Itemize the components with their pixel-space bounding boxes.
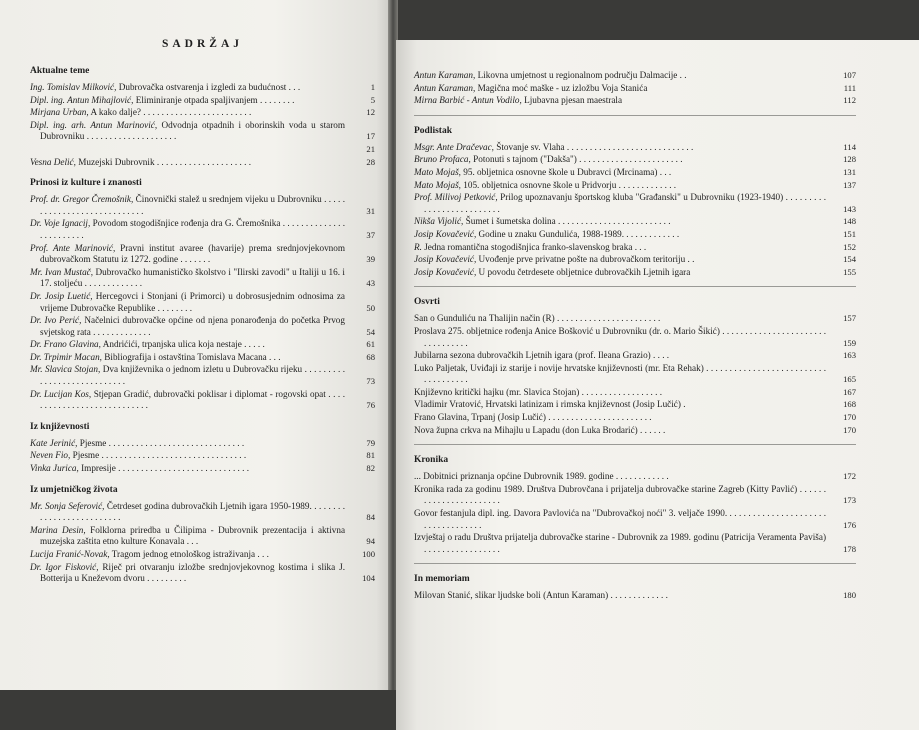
- entry-author: Kate Jerinić,: [30, 437, 78, 448]
- entry-page-number: 21: [366, 143, 375, 154]
- toc-section: [30, 66, 375, 168]
- entry-author: Josip Kovačević,: [414, 266, 477, 277]
- entry-title: Prilog upoznavanju športskog kluba "Građanski" u Dubrovniku (1923-1940) . . . . . . . . . . . . . . . . . . . . . . . . . .: [424, 192, 827, 214]
- entry-page-number: 154: [843, 254, 856, 265]
- toc-section: [414, 444, 856, 555]
- entry-author: Josip Kovačević,: [414, 254, 477, 265]
- entry-text: [414, 471, 826, 483]
- entry-page-number: 54: [366, 326, 375, 337]
- entry-text: [414, 484, 826, 507]
- toc-entry: [414, 142, 856, 154]
- entry-title: 105. obljetnica osnovne škole u Pridvorju . . . . . . . . . . . . .: [463, 179, 677, 190]
- toc-entry: [30, 157, 375, 169]
- entry-text: [414, 350, 826, 362]
- left-sections: [30, 66, 375, 585]
- toc-entry: [414, 216, 856, 228]
- entry-title: Proslava 275. obljetnice rođenja Anice Bošković u Dubrovniku (dr. o. Mario Šikić) . . . . . . . . . . . . . . . . . . . . . . . . . . . . . . . . .: [414, 325, 826, 348]
- entry-text: [414, 412, 826, 424]
- entry-title: Govor festanjula dipl. ing. Davora Pavlovića na "Dubrovačkoj noći" 3. veljače 1990. . . . . . . . . . . . . . . . . . . . . . . . . . . . . . . . . . .: [414, 508, 826, 530]
- entry-text: [30, 194, 345, 217]
- toc-entry: [30, 339, 375, 351]
- section-heading: Podlistak: [414, 125, 453, 136]
- toc-entry: [414, 313, 856, 325]
- toc-entry: [30, 562, 375, 585]
- toc-section: [414, 70, 856, 107]
- entry-text: [30, 107, 345, 119]
- entry-text: [30, 243, 345, 266]
- entry-title: Odvodnja otpadnih i oborinskih voda u starom Dubrovniku . . . . . . . . . . . . . . . . . . . .: [40, 119, 345, 142]
- entry-author: Mr. Sonja Seferović,: [30, 500, 105, 511]
- toc-entry: [30, 501, 375, 524]
- entry-page-number: 178: [843, 543, 856, 554]
- toc-section: [414, 115, 856, 279]
- entry-page-number: 155: [843, 266, 856, 277]
- toc-entry: [414, 229, 856, 241]
- toc-entry: [414, 167, 856, 179]
- entry-author: Dr. Frano Glavina,: [30, 339, 101, 350]
- entry-page-number: 128: [843, 154, 856, 165]
- entry-text: [30, 501, 345, 524]
- entry-text: [414, 242, 826, 254]
- entry-text: [30, 95, 345, 107]
- entry-author: Neven Fio,: [30, 450, 71, 461]
- entry-author: Dr. Igor Fisković,: [30, 561, 99, 572]
- entry-text: [30, 525, 345, 548]
- entry-page-number: 94: [366, 536, 375, 547]
- entry-author: Antun Karaman,: [414, 82, 476, 93]
- entry-page-number: 165: [843, 374, 856, 385]
- entry-text: [30, 120, 345, 143]
- toc-entry: [30, 120, 375, 143]
- toc-entry: [414, 267, 856, 279]
- entry-page-number: 148: [843, 216, 856, 227]
- toc-entry: [414, 350, 856, 362]
- entry-page-number: 151: [843, 228, 856, 239]
- entry-title: Dva književnika o jednom izletu u Dubrovačku rijeku . . . . . . . . . . . . . . . . . . . . . . . . . . . .: [40, 364, 346, 387]
- entry-page-number: 167: [843, 386, 856, 397]
- entry-author: Dr. Ivo Perić,: [30, 315, 82, 326]
- entry-text: [414, 313, 826, 325]
- entry-author: R.: [414, 241, 422, 252]
- section-rule: [414, 286, 856, 287]
- entry-page-number: 1: [370, 82, 375, 92]
- section-heading: Iz književnosti: [30, 421, 90, 432]
- entry-text: [414, 254, 826, 266]
- entry-text: [414, 326, 826, 349]
- entry-text: [30, 82, 345, 94]
- entry-text: [30, 562, 345, 585]
- entry-title: Luko Paljetak, Uviđaji iz starije i novije hrvatske književnosti (mr. Eta Rehak) . . . . . . . . . . . . . . . . . . . . . . . . . . . . . . . . . . . .: [414, 362, 826, 385]
- entry-title: Milovan Stanić, slikar ljudske boli (Antun Karaman) . . . . . . . . . . . . .: [414, 590, 668, 601]
- entry-title: Impresije . . . . . . . . . . . . . . . . . . . . . . . . . . . . .: [81, 463, 250, 474]
- entry-author: Prof. Ante Marinović,: [30, 242, 116, 253]
- entry-title: Muzejski Dubrovnik . . . . . . . . . . . . . . . . . . . . .: [78, 156, 252, 167]
- entry-title: Književno kritički hajku (mr. Slavica Stojan) . . . . . . . . . . . . . . . . . .: [414, 386, 663, 397]
- entry-text: [30, 339, 345, 351]
- entry-author: Prof. dr. Gregor Čremošnik,: [30, 194, 134, 205]
- toc-entry: [30, 291, 375, 314]
- toc-entry: [30, 315, 375, 338]
- entry-page-number: 152: [843, 241, 856, 252]
- toc-section: [30, 422, 375, 475]
- entry-title: Uvođenje prve privatne pošte na dubrovačkom teritoriju . .: [478, 254, 695, 265]
- entry-page-number: 173: [843, 495, 856, 506]
- toc-entry: [414, 532, 856, 555]
- entry-text: [414, 590, 826, 602]
- entry-text: [30, 291, 345, 314]
- toc-entry: [414, 412, 856, 424]
- entry-page-number: 17: [366, 131, 375, 142]
- entry-text: [30, 450, 345, 462]
- toc-entry: [414, 154, 856, 166]
- entry-title: Folklorna priredba u Čilipima - Dubrovnik prezentacija i aktivna muzejska zaštita etno kulture Konavala . . .: [40, 524, 346, 547]
- entry-title: Šumet i šumetska dolina . . . . . . . . . . . . . . . . . . . . . . . . .: [465, 216, 671, 227]
- entry-title: Hercegovci i Stonjani (i Primorci) u dobrosusjednim odnosima za vrijeme Dubrovačke Republike . . . . . . . .: [40, 290, 346, 313]
- entry-page-number: 81: [366, 450, 375, 461]
- entry-page-number: 28: [366, 156, 375, 167]
- entry-author: Josip Kovačević,: [414, 228, 477, 239]
- entry-page-number: 111: [843, 82, 856, 93]
- toc-entry: [414, 508, 856, 531]
- right-column: [414, 70, 856, 603]
- entry-text: [30, 438, 345, 450]
- entry-author: Dipl. ing. Antun Mihajlović,: [30, 94, 134, 105]
- entry-author: Dipl. ing. arh. Antun Marinović,: [30, 119, 158, 130]
- entry-title: Dubrovačka ostvarenja i izgledi za budućnost . . .: [118, 82, 301, 92]
- entry-page-number: 68: [366, 351, 375, 362]
- entry-text: [414, 83, 826, 95]
- toc-entry: [414, 387, 856, 399]
- toc-entry: [30, 95, 375, 107]
- entry-page-number: 170: [843, 412, 856, 423]
- toc-section: [414, 286, 856, 436]
- entry-text: [30, 463, 345, 475]
- entry-title: San o Gunduliću na Thalijin način (R) . . . . . . . . . . . . . . . . . . . . . . .: [414, 313, 661, 324]
- entry-page-number: 12: [366, 107, 375, 118]
- toc-entry: [414, 95, 856, 107]
- toc-entry: [414, 180, 856, 192]
- entry-text: [414, 192, 826, 215]
- entry-title: Jedna romantična stogodišnjica franko-slavenskog braka . . .: [424, 241, 647, 252]
- left-page: [0, 0, 392, 690]
- toc-entry: [30, 352, 375, 364]
- entry-page-number: 82: [366, 463, 375, 474]
- entry-title: Izvještaj o radu Društva prijatelja dubrovačke starine - Dubrovnik za 1989. godinu (Patricija Veramenta Paviša) . . . . . . . . . . . . . . . . .: [414, 532, 826, 554]
- entry-text: [30, 389, 345, 412]
- entry-title: Kronika rada za godinu 1989. Društva Dubrovčana i prijatelja dubrovačke starine Zagreb (Kitty Pavlić) . . . . . . . . . . . . . . . . . . . . . . .: [414, 483, 826, 506]
- entry-title: U povodu četrdesete obljetnice dubrovačkih Ljetnih igara: [478, 266, 691, 277]
- left-column: [30, 28, 375, 586]
- toc-entry: [414, 242, 856, 254]
- entry-text: [414, 425, 826, 437]
- entry-page-number: 61: [366, 339, 375, 350]
- entry-author: Antun Karaman,: [414, 70, 476, 80]
- entry-page-number: 137: [843, 179, 856, 190]
- toc-entry: [30, 525, 375, 548]
- entry-title: Pjesme . . . . . . . . . . . . . . . . . . . . . . . . . . . . . . . .: [72, 450, 247, 461]
- entry-text: [30, 364, 345, 387]
- toc-entry: [414, 399, 856, 411]
- section-rule: [414, 563, 856, 564]
- entry-text: [414, 142, 826, 154]
- entry-text: [414, 70, 826, 82]
- entry-author: Dr. Voje Ignacij,: [30, 218, 91, 229]
- entry-title: Načelnici dubrovačke općine od njena ponarođenja do početka Prvog svjetskog rata . . . . . . . . . . . . .: [40, 315, 345, 337]
- entry-text: [30, 157, 345, 169]
- entry-page-number: 168: [843, 399, 856, 410]
- toc-entry: [414, 83, 856, 95]
- entry-page-number: 114: [843, 141, 856, 152]
- entry-text: [414, 229, 826, 241]
- entry-text: [414, 95, 826, 107]
- section-heading: Iz umjetničkog života: [30, 484, 118, 495]
- entry-title: Dubrovačko humanističko školstvo i "Ilirski zavodi" u Italiji u 16. i 17. stoljeću . . . . . . . . . . . . .: [40, 266, 345, 289]
- section-heading: Kronika: [414, 455, 449, 466]
- entry-text: [30, 549, 345, 561]
- entry-title: Bibliografija i ostavština Tomislava Macana . . .: [104, 351, 281, 362]
- entry-title: Likovna umjetnost u regionalnom području Dalmacije . .: [477, 70, 687, 80]
- toc-section: [30, 178, 375, 412]
- toc-entry: [30, 194, 375, 217]
- entry-page-number: 180: [843, 590, 856, 601]
- toc-entry: [414, 484, 856, 507]
- entry-page-number: 176: [843, 519, 856, 530]
- toc-entry: [414, 590, 856, 602]
- toc-entry: [30, 218, 375, 241]
- entry-title: Štovanje sv. Vlaha . . . . . . . . . . . . . . . . . . . . . . . . . . . .: [496, 141, 694, 152]
- right-page: [396, 40, 919, 730]
- entry-text: [414, 508, 826, 531]
- entry-page-number: 31: [366, 205, 375, 216]
- entry-author: Prof. Milivoj Petković,: [414, 192, 498, 203]
- entry-title: Stjepan Gradić, dubrovački poklisar i diplomat - rogovski opat . . . . . . . . . . . . . . . . . . . . . . . . . . . .: [40, 388, 346, 411]
- entry-page-number: 159: [843, 337, 856, 348]
- entry-page-number: 50: [366, 302, 375, 313]
- entry-title: Tragom jednog etnološkog istraživanja . . .: [111, 549, 269, 559]
- entry-author: Mato Mojaš,: [414, 166, 461, 177]
- entry-author: Vinka Jurica,: [30, 463, 79, 474]
- entry-text: [30, 315, 345, 338]
- toc-entry: [30, 107, 375, 119]
- entry-text: [30, 267, 345, 290]
- entry-title: Godine u znaku Gundulića, 1988-1989. . . . . . . . . . . . .: [478, 228, 680, 239]
- toc-entry: [30, 364, 375, 387]
- entry-title: Potonuti s tajnom ("Dakša") . . . . . . . . . . . . . . . . . . . . . . .: [473, 154, 683, 165]
- entry-author: Bruno Profaca,: [414, 154, 471, 165]
- entry-author: Mirjana Urban,: [30, 107, 89, 118]
- toc-entry: [30, 438, 375, 450]
- entry-author: Mirna Barbić - Antun Vodilo,: [414, 95, 522, 106]
- entry-text: [414, 267, 826, 279]
- entry-title: Frano Glavina, Trpanj (Josip Lučić) . . . . . . . . . . . . . . . . . . . . . . .: [414, 412, 652, 423]
- entry-title: 95. obljetnica osnovne škole u Dubravci (Mrcinama) . . .: [463, 166, 672, 177]
- entry-author: Dr. Trpimir Macan,: [30, 351, 102, 362]
- entry-page-number: 157: [843, 313, 856, 324]
- toc-entry: [414, 326, 856, 349]
- entry-page-number: 43: [366, 278, 375, 289]
- toc-title: SADRŽAJ: [161, 38, 244, 50]
- toc-entry: [30, 450, 375, 462]
- section-rule: [414, 444, 856, 445]
- entry-text: [414, 180, 826, 192]
- entry-page-number: 37: [366, 229, 375, 240]
- entry-author: Nikša Vijolić,: [414, 216, 464, 227]
- entry-title: Ljubavna pjesan maestrala: [524, 95, 623, 106]
- entry-page-number: 104: [362, 573, 375, 584]
- toc-entry: [414, 363, 856, 386]
- toc-entry: [414, 192, 856, 215]
- entry-text: [414, 167, 826, 179]
- entry-page-number: 100: [362, 549, 375, 559]
- entry-text: [414, 532, 826, 555]
- entry-title: Eliminiranje otpada spaljivanjem . . . . . . . .: [135, 94, 295, 105]
- entry-title: Pravni institut avaree (havarije) prema srednjovjekovnom dubrovačkom Statutu iz 1272. godine . . . . . . .: [40, 242, 346, 265]
- entry-page-number: 73: [366, 376, 375, 387]
- entry-title: Riječ pri otvaranju izložbe srednjovjekovnog kostima i slika J. Botterija u Kneževom dvoru . . . . . . . . .: [40, 561, 345, 584]
- entry-page-number: 163: [843, 350, 856, 361]
- entry-title: Povodom stogodišnjice rođenja dra G. Čremošnika . . . . . . . . . . . . . . . . . . . . . . . .: [40, 218, 346, 240]
- entry-page-number: 172: [843, 471, 856, 482]
- toc-entry: [414, 425, 856, 437]
- entry-author: Ing. Tomislav Milković,: [30, 82, 117, 92]
- toc-entry: [414, 70, 856, 82]
- section-heading: Aktualne teme: [30, 66, 90, 76]
- entry-title: Andrićići, trpanjska ulica koja nestaje . . . . .: [102, 339, 265, 350]
- entry-text: [414, 363, 826, 386]
- toc-entry: [30, 243, 375, 266]
- entry-author: Lucija Franić-Novak,: [30, 549, 110, 559]
- section-heading: Osvrti: [414, 297, 440, 308]
- entry-page-number: 112: [843, 95, 856, 106]
- entry-title: Pjesme . . . . . . . . . . . . . . . . . . . . . . . . . . . . . .: [79, 437, 245, 448]
- entry-author: Dr. Lucijan Kos,: [30, 388, 92, 399]
- entry-page-number: 143: [843, 203, 856, 214]
- right-sections: [414, 70, 856, 602]
- toc-entry: [30, 267, 375, 290]
- entry-text: [30, 352, 345, 364]
- entry-author: Mr. Slavica Stojan,: [30, 364, 101, 375]
- entry-page-number: 84: [366, 512, 375, 523]
- entry-title: A kako dalje? . . . . . . . . . . . . . . . . . . . . . . . .: [90, 107, 252, 118]
- entry-author: Marina Desin,: [30, 524, 86, 535]
- toc-section: [414, 563, 856, 602]
- entry-author: Mato Mojaš,: [414, 179, 461, 190]
- toc-entry: [30, 144, 375, 156]
- entry-title: Magična moć maške - uz izložbu Voja Stanića: [477, 82, 648, 93]
- entry-author: Mr. Ivan Mustač,: [30, 266, 94, 277]
- entry-title: Vladimir Vratović, Hrvatski latinizam i rimska književnost (Josip Lučić) .: [414, 399, 686, 410]
- entry-text: [30, 218, 345, 241]
- entry-title: Nova župna crkva na Mihajlu u Lapadu (don Luka Brodarić) . . . . . .: [414, 424, 666, 435]
- entry-page-number: 79: [366, 437, 375, 448]
- toc-section: [30, 485, 375, 585]
- entry-author: Msgr. Ante Dračevac,: [414, 141, 494, 152]
- entry-title: Jubilarna sezona dubrovačkih Ljetnih igara (prof. Ileana Grazio) . . . .: [414, 350, 670, 361]
- toc-entry: [30, 82, 375, 94]
- entry-text: [414, 399, 826, 411]
- entry-text: [414, 216, 826, 228]
- section-heading: Prinosi iz kulture i znanosti: [30, 178, 142, 189]
- entry-text: [414, 154, 826, 166]
- toc-entry: [30, 463, 375, 475]
- entry-page-number: 107: [843, 70, 856, 80]
- section-heading: In memoriam: [414, 574, 470, 585]
- entry-page-number: 170: [843, 424, 856, 435]
- toc-entry: [414, 254, 856, 266]
- entry-page-number: 5: [370, 94, 375, 105]
- toc-entry: [414, 471, 856, 483]
- entry-page-number: 39: [366, 254, 375, 265]
- entry-title: ... Dobitnici priznanja općine Dubrovnik 1989. godine . . . . . . . . . . . .: [414, 471, 669, 482]
- section-rule: [414, 115, 856, 116]
- entry-title: Činovnički stalež u srednjem vijeku u Dubrovniku . . . . . . . . . . . . . . . . . . . . . . . . . . . .: [40, 194, 345, 216]
- entry-page-number: 131: [843, 166, 856, 177]
- entry-author: Dr. Josip Luetić,: [30, 290, 93, 301]
- toc-entry: [30, 549, 375, 561]
- entry-page-number: 76: [366, 400, 375, 411]
- entry-author: Vesna Delić,: [30, 156, 76, 167]
- toc-entry: [30, 389, 375, 412]
- entry-title: Četrdeset godina dubrovačkih Ljetnih igara 1950-1989. . . . . . . . . . . . . . . . . . . . . . . . . .: [40, 500, 345, 523]
- entry-text: [414, 387, 826, 399]
